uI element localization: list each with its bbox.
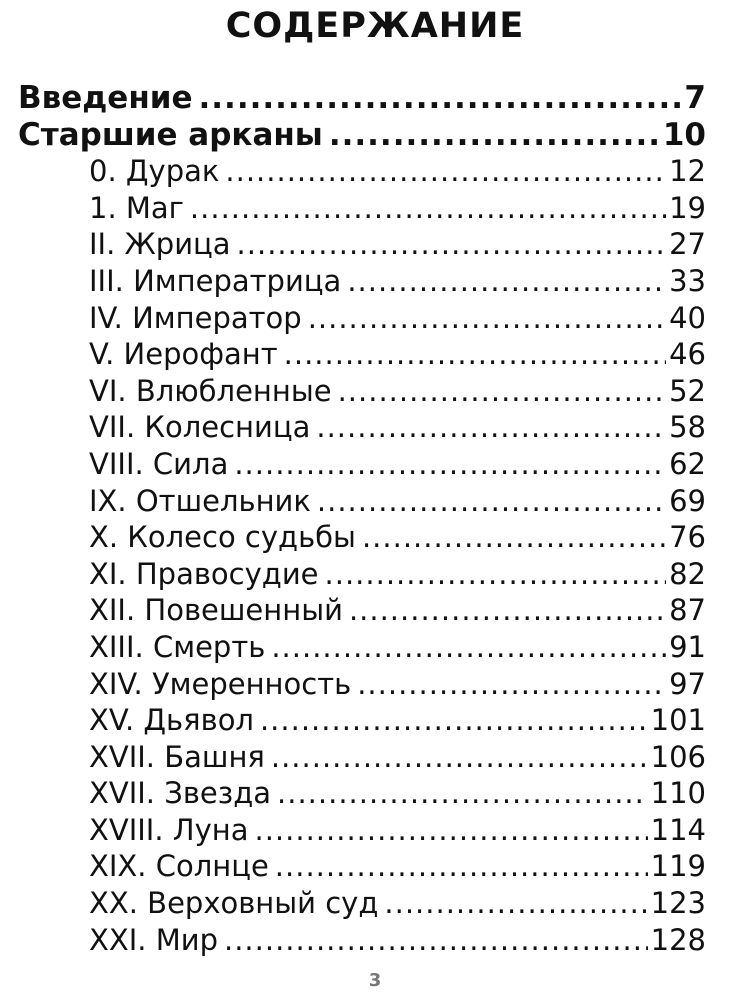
toc-entry xyxy=(0,373,706,410)
toc-entry-page: 12 xyxy=(669,154,706,189)
toc-entry xyxy=(0,556,706,593)
toc-entry-title: V. Иерофант xyxy=(89,337,278,372)
toc-entry-page: 62 xyxy=(669,446,706,481)
toc-section-entry xyxy=(0,80,706,117)
toc-dot-leader xyxy=(349,592,666,629)
toc-entry-page: 40 xyxy=(669,300,706,335)
toc-entry-page: 46 xyxy=(669,337,706,372)
toc-entry-page: 128 xyxy=(650,922,706,957)
toc-dot-leader xyxy=(225,153,666,190)
toc-entry xyxy=(0,629,706,666)
toc-entry-title: XI. Правосудие xyxy=(89,556,319,591)
toc-dot-leader xyxy=(199,80,682,117)
toc-dot-leader xyxy=(271,629,666,666)
toc-entry-page: 110 xyxy=(650,776,706,811)
toc-entry xyxy=(0,885,706,922)
toc-dot-leader xyxy=(308,300,666,337)
table-of-contents xyxy=(0,80,750,958)
toc-dot-leader xyxy=(338,373,667,410)
toc-entry-page: 82 xyxy=(669,556,706,591)
toc-dot-leader xyxy=(237,226,667,263)
toc-entry-page: 101 xyxy=(650,703,706,738)
toc-entry-title: Старшие арканы xyxy=(18,116,323,153)
toc-entry-page: 69 xyxy=(669,483,706,518)
toc-entry xyxy=(0,483,706,520)
toc-dot-leader xyxy=(357,666,666,703)
toc-entry-title: XIV. Умеренность xyxy=(89,666,352,701)
toc-dot-leader xyxy=(275,848,648,885)
toc-entry-title: 0. Дурак xyxy=(89,154,220,189)
toc-entry-page: 10 xyxy=(662,116,706,153)
toc-entry xyxy=(0,739,706,776)
toc-entry-title: X. Колесо судьбы xyxy=(89,520,356,555)
toc-entry-title: XX. Верховный суд xyxy=(89,886,379,921)
toc-entry xyxy=(0,775,706,812)
page-number: 3 xyxy=(368,970,382,991)
toc-entry-page: 106 xyxy=(650,739,706,774)
toc-dot-leader xyxy=(277,775,648,812)
toc-entry xyxy=(0,702,706,739)
toc-entry xyxy=(0,446,706,483)
toc-entry-page: 19 xyxy=(669,190,706,225)
toc-entry xyxy=(0,592,706,629)
toc-entry-title: 1. Маг xyxy=(89,190,184,225)
toc-dot-leader xyxy=(190,190,666,227)
toc-dot-leader xyxy=(316,409,666,446)
toc-dot-leader xyxy=(347,263,666,300)
toc-entry-title: III. Императрица xyxy=(89,263,342,298)
toc-dot-leader xyxy=(384,885,647,922)
toc-dot-leader xyxy=(271,739,648,776)
toc-section-entry xyxy=(0,117,706,154)
toc-entry xyxy=(0,190,706,227)
toc-entry xyxy=(0,336,706,373)
toc-entry xyxy=(0,812,706,849)
toc-entry-title: II. Жрица xyxy=(89,227,231,262)
toc-entry-title: XXI. Мир xyxy=(89,922,218,957)
toc-entry-title: XIX. Солнце xyxy=(89,849,269,884)
toc-entry xyxy=(0,519,706,556)
toc-entry-page: 76 xyxy=(669,520,706,555)
toc-entry xyxy=(0,666,706,703)
toc-entry-page: 33 xyxy=(669,263,706,298)
toc-dot-leader xyxy=(317,483,666,520)
toc-dot-leader xyxy=(325,556,667,593)
toc-entry-page: 58 xyxy=(669,410,706,445)
toc-entry-title: VII. Колесница xyxy=(89,410,311,445)
toc-dot-leader xyxy=(255,812,648,849)
toc-entry-title: XVIII. Луна xyxy=(89,812,249,847)
toc-entry-title: XV. Дьявол xyxy=(89,703,254,738)
toc-entry-page: 27 xyxy=(669,227,706,262)
toc-dot-leader xyxy=(284,336,666,373)
toc-entry-title: XVII. Башня xyxy=(89,739,265,774)
toc-entry-title: IV. Император xyxy=(89,300,302,335)
toc-entry-title: XIII. Смерть xyxy=(89,629,266,664)
toc-dot-leader xyxy=(224,922,648,959)
toc-dot-leader xyxy=(329,117,660,154)
toc-entry xyxy=(0,300,706,337)
toc-entry xyxy=(0,263,706,300)
toc-entry xyxy=(0,409,706,446)
page-title: СОДЕРЖАНИЕ xyxy=(225,6,525,46)
toc-entry-page: 119 xyxy=(650,849,706,884)
toc-entry xyxy=(0,848,706,885)
toc-dot-leader xyxy=(362,519,666,556)
toc-dot-leader xyxy=(234,446,666,483)
toc-entry-title: XII. Повешенный xyxy=(89,593,343,628)
toc-entry-title: VIII. Сила xyxy=(89,446,229,481)
toc-entry-page: 52 xyxy=(669,373,706,408)
toc-entry-title: XVII. Звезда xyxy=(89,776,272,811)
toc-entry-title: VI. Влюбленные xyxy=(89,373,332,408)
toc-entry xyxy=(0,226,706,263)
toc-entry-page: 97 xyxy=(669,666,706,701)
toc-entry-page: 87 xyxy=(669,593,706,628)
toc-entry xyxy=(0,922,706,959)
toc-entry-title: IX. Отшельник xyxy=(89,483,311,518)
toc-entry xyxy=(0,153,706,190)
toc-entry-title: Введение xyxy=(18,80,193,116)
toc-entry-page: 91 xyxy=(669,629,706,664)
toc-entry-page: 7 xyxy=(684,80,706,116)
toc-entry-page: 114 xyxy=(650,812,706,847)
toc-entry-page: 123 xyxy=(650,886,706,921)
toc-dot-leader xyxy=(260,702,648,739)
